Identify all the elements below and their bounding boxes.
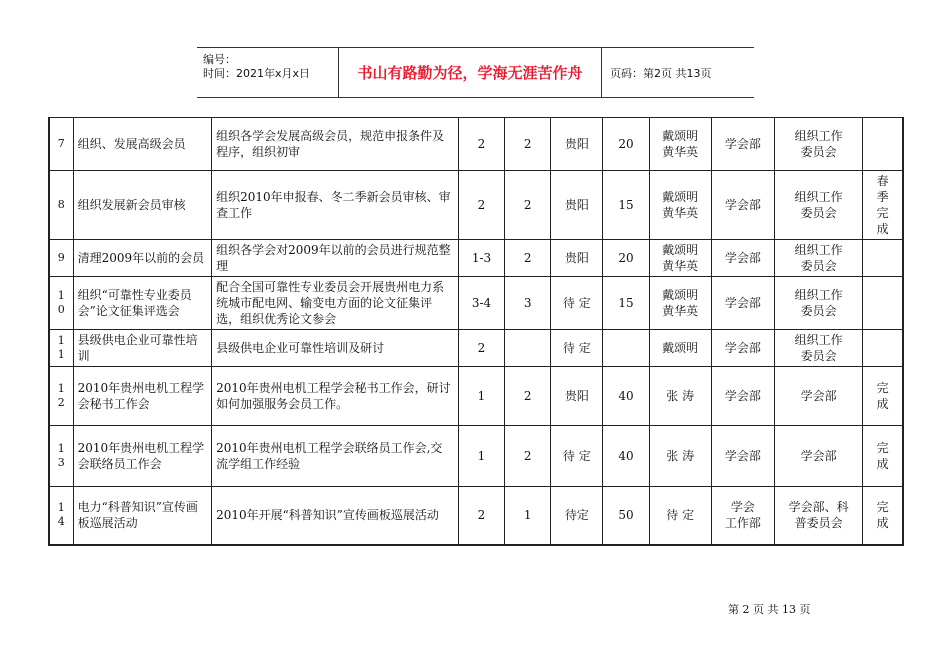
department-cell: 学会部 [711,240,774,277]
month-cell: 2 [458,487,504,545]
item-name-cell: 组织、发展高级会员 [73,118,211,171]
month-cell: 1 [458,367,504,426]
month-cell: 2 [458,171,504,240]
days-cell: 2 [505,426,551,487]
attendees-cell: 50 [603,487,649,545]
table-row [49,277,903,330]
row-number-cell: 8 [49,171,73,240]
table-row [49,487,903,545]
days-cell: 3 [505,277,551,330]
plan-table [48,117,904,546]
item-content-cell: 2010年开展“科普知识”宣传画板巡展活动 [212,487,459,545]
item-content-cell: 配合全国可靠性专业委员会开展贵州电力系统城市配电网、输变电方面的论文征集评选，组织优秀论文参会 [212,277,459,330]
month-cell: 2 [458,118,504,171]
organizer-cell: 组织工作 委员会 [774,277,862,330]
page-header [197,47,754,98]
attendees-cell: 15 [603,277,649,330]
row-number-cell: 1 4 [49,487,73,545]
table-row [49,240,903,277]
organizer-cell: 组织工作 委员会 [774,171,862,240]
department-cell: 学会部 [711,171,774,240]
item-name-cell: 电力“科普知识”宣传画板巡展活动 [73,487,211,545]
attendees-cell: 20 [603,240,649,277]
table-row [49,367,903,426]
location-cell: 贵阳 [551,367,603,426]
location-cell: 待 定 [551,426,603,487]
item-content-cell: 2010年贵州电机工程学会秘书工作会，研讨如何加强服务会员工作。 [212,367,459,426]
item-name-cell: 组织发展新会员审核 [73,171,211,240]
attendees-cell: 40 [603,426,649,487]
status-cell [863,277,903,330]
attendees-cell: 20 [603,118,649,171]
date-label: 时间：2021年x月x日 [203,67,311,80]
responsible-person-cell: 戴颂明 [649,330,711,367]
days-cell: 2 [505,367,551,426]
days-cell: 2 [505,240,551,277]
header-meta [197,48,339,97]
item-content-cell: 组织2010年申报春、冬二季新会员审核、审查工作 [212,171,459,240]
department-cell: 学会部 [711,330,774,367]
responsible-person-cell: 待 定 [649,487,711,545]
table-row [49,171,903,240]
month-cell: 1-3 [458,240,504,277]
page-label: 页码：第2页 共13页 [610,66,712,80]
row-number-cell: 1 0 [49,277,73,330]
row-number-cell: 1 3 [49,426,73,487]
days-cell: 1 [505,487,551,545]
responsible-person-cell: 戴颂明 黄华英 [649,240,711,277]
page-footer: 第 2 页 共 13 页 [728,603,811,616]
item-content-cell: 组织各学会对2009年以前的会员进行规范整理 [212,240,459,277]
organizer-cell: 学会部 [774,367,862,426]
organizer-cell: 组织工作 委员会 [774,330,862,367]
row-number-cell: 9 [49,240,73,277]
responsible-person-cell: 戴颂明 黄华英 [649,171,711,240]
table-row [49,426,903,487]
attendees-cell: 15 [603,171,649,240]
department-cell: 学会部 [711,426,774,487]
responsible-person-cell: 戴颂明 黄华英 [649,118,711,171]
status-cell [863,240,903,277]
item-name-cell: 2010年贵州电机工程学会联络员工作会 [73,426,211,487]
location-cell: 待 定 [551,330,603,367]
row-number-cell: 1 2 [49,367,73,426]
department-cell: 学会部 [711,277,774,330]
status-cell: 春 季 完 成 [863,171,903,240]
attendees-cell [603,330,649,367]
attendees-cell: 40 [603,367,649,426]
status-cell: 完 成 [863,487,903,545]
month-cell: 2 [458,330,504,367]
days-cell: 2 [505,171,551,240]
item-name-cell: 组织“可靠性专业委员会”论文征集评选会 [73,277,211,330]
location-cell: 待 定 [551,277,603,330]
status-cell [863,118,903,171]
responsible-person-cell: 戴颂明 黄华英 [649,277,711,330]
item-content-cell: 县级供电企业可靠性培训及研讨 [212,330,459,367]
row-number-cell: 7 [49,118,73,171]
days-cell [505,330,551,367]
item-name-cell: 2010年贵州电机工程学会秘书工作会 [73,367,211,426]
organizer-cell: 组织工作 委员会 [774,240,862,277]
table-row [49,330,903,367]
status-cell: 完 成 [863,367,903,426]
location-cell: 贵阳 [551,240,603,277]
item-content-cell: 组织各学会发展高级会员，规范申报条件及程序，组织初审 [212,118,459,171]
location-cell: 贵阳 [551,118,603,171]
month-cell: 1 [458,426,504,487]
responsible-person-cell: 张 涛 [649,367,711,426]
organizer-cell: 学会部、科 普委员会 [774,487,862,545]
department-cell: 学会 工作部 [711,487,774,545]
item-name-cell: 县级供电企业可靠性培训 [73,330,211,367]
location-cell: 贵阳 [551,171,603,240]
responsible-person-cell: 张 涛 [649,426,711,487]
month-cell: 3-4 [458,277,504,330]
motto: 书山有路勤为径，学海无涯苦作舟 [339,48,602,97]
table-row [49,118,903,171]
department-cell: 学会部 [711,118,774,171]
organizer-cell: 学会部 [774,426,862,487]
item-name-cell: 清理2009年以前的会员 [73,240,211,277]
status-cell: 完 成 [863,426,903,487]
status-cell [863,330,903,367]
organizer-cell: 组织工作 委员会 [774,118,862,171]
location-cell: 待定 [551,487,603,545]
row-number-cell: 1 1 [49,330,73,367]
days-cell: 2 [505,118,551,171]
item-content-cell: 2010年贵州电机工程学会联络员工作会,交流学组工作经验 [212,426,459,487]
serial-label: 编号： [203,53,236,66]
department-cell: 学会部 [711,367,774,426]
